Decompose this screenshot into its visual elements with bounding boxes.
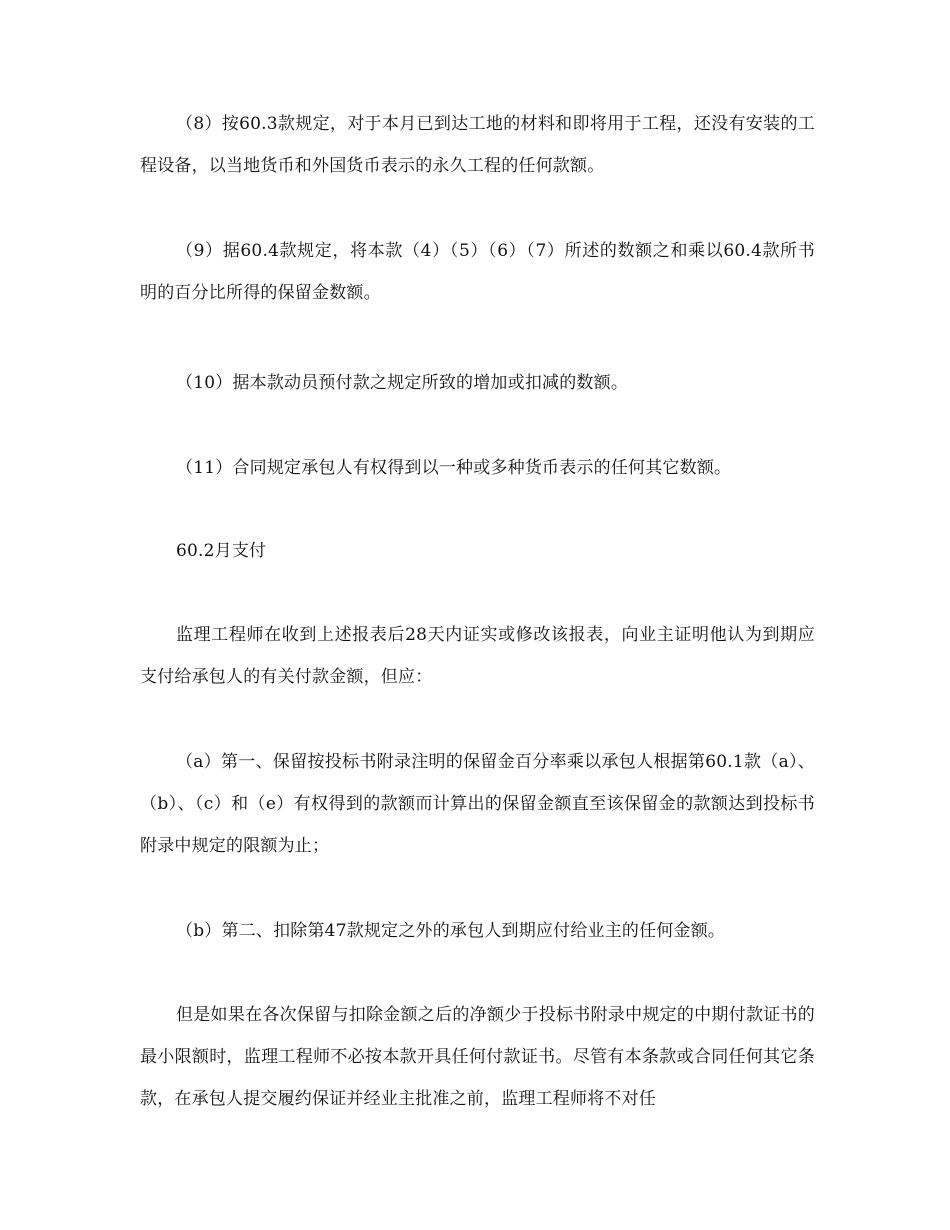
paragraph-item-8: （8）按60.3款规定，对于本月已到达工地的材料和即将用于工程，还没有安装的工程设备，以当地货币和外国货币表示的永久工程的任何款额。 — [140, 114, 815, 176]
paragraph-minimum-amount: 但是如果在各次保留与扣除金额之后的净额少于投标书附录中规定的中期付款证书的最小限额时，监理工程师不必按本款开具任何付款证书。尽管有本条款或合同任何其它条款，在承包人提交履约保证并经业主批准之前，监理工程师将不对任 — [140, 1005, 815, 1109]
paragraph-item-10: （10）据本款动员预付款之规定所致的增加或扣减的数额。 — [176, 373, 629, 393]
paragraph-item-b: （b）第二、扣除第47款规定之外的承包人到期应付给业主的任何金额。 — [176, 921, 726, 941]
paragraph-item-a: （a）第一、保留按投标书附录注明的保留金百分率乘以承包人根据第60.1款（a）、（b）、（c）和（e）有权得到的款额而计算出的保留金额直至该保留金的款额达到投标书附录中规定的限额为止； — [140, 752, 815, 856]
paragraph-item-11: （11）合同规定承包人有权得到以一种或多种货币表示的任何其它数额。 — [176, 458, 732, 478]
section-heading: 60.2月支付 — [176, 541, 267, 561]
paragraph-item-9: （9）据60.4款规定，将本款（4）（5）（6）（7）所述的数额之和乘以60.4款所书明的百分比所得的保留金数额。 — [140, 241, 815, 303]
paragraph-engineer-certification: 监理工程师在收到上述报表后28天内证实或修改该报表，向业主证明他认为到期应支付给承包人的有关付款金额，但应： — [140, 625, 815, 687]
